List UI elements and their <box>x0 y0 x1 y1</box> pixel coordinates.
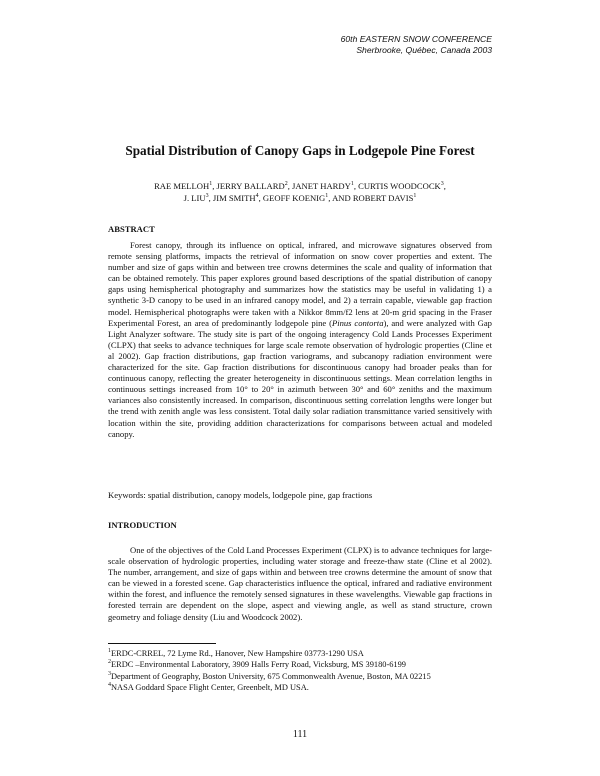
author-separator: , <box>212 181 217 191</box>
footnote-text: ERDC-CRREL, 72 Lyme Rd., Hanover, New Hampshire 03773-1290 USA <box>111 649 364 658</box>
author-separator: , <box>443 181 446 191</box>
affiliation-mark: 1 <box>413 193 417 200</box>
species-name: Pinus contorta <box>331 317 384 328</box>
footnote-number: 4 <box>108 682 111 689</box>
author-name: JIM SMITH <box>212 193 256 203</box>
page-number: 111 <box>292 729 308 740</box>
author-line-1 <box>100 180 500 192</box>
author-name: CURTIS WOODCOCK <box>358 181 441 191</box>
affiliation-mark: 3 <box>205 193 209 200</box>
footnote-text: ERDC –Environmental Laboratory, 3909 Halls Ferry Road, Vicksburg, MS 39180-6199 <box>111 660 406 670</box>
author-line-2 <box>100 192 500 204</box>
abstract-heading: ABSTRACT <box>108 224 155 234</box>
author-list <box>100 180 500 204</box>
paper-title: Spatial Distribution of Canopy Gaps in Lodgepole Pine Forest <box>125 143 475 158</box>
conference-name: 60th EASTERN SNOW CONFERENCE <box>340 34 492 44</box>
footnote-text: NASA Goddard Space Flight Center, Greenbelt, MD USA. <box>111 682 309 692</box>
author-name: GEOFF KOENIG <box>262 193 326 203</box>
affiliation-mark: 3 <box>440 181 444 188</box>
author-name: JERRY BALLARD <box>216 181 285 191</box>
footnote-number: 1 <box>108 648 111 655</box>
footnote <box>108 648 492 659</box>
author-name: J. LIU <box>183 193 206 203</box>
footnote-number: 2 <box>108 659 111 666</box>
author-separator: , <box>328 193 333 203</box>
introduction-heading: INTRODUCTION <box>108 520 177 530</box>
author-separator: , <box>208 193 213 203</box>
footnote <box>108 659 492 670</box>
abstract-text-part-2: ), and were analyzed with Gap Light Analyzer software. The study site is part of the ongoing interagency Cold Lands Processes Experiment (CLPX) that seeks to advance techniques for large scale remote observation of hydrologic properties (Cline et al 2002). Gap fraction distributions, gap fraction variograms, and subcanopy radiation environment were characterized for the site. Gap fraction distributions for discontinuous canopy had broader peaks than for continuous canopy, reflecting the greater heterogeneity in discontinuous settings. Mean correlation lengths in continuous settings increased from 10° to 20° in azimuth between 30° and 60° zeniths and the maximum variances also consistently increased. In comparison, discontinuous setting correlation lengths were longer but the trend with zenith angle was less consistent. Total daily solar radiation transmittance varied sensitively with location within the site, providing addition characterizations for comparisons between actual and modeled canopy. <box>108 317 492 439</box>
footnote <box>108 671 492 682</box>
affiliation-mark: 4 <box>255 193 259 200</box>
author-name: RAE MELLOH <box>154 181 210 191</box>
conference-header <box>341 34 492 56</box>
affiliation-mark: 1 <box>350 181 354 188</box>
abstract-text-part-1: Forest canopy, through its influence on optical, infrared, and microwave signatures observed from remote sensing platforms, impacts the retrieval of information on snow cover properties and extent. The number and size of gaps within and between tree crowns determines the scale and quality of information that can be obtained remotely. This paper explores ground based descriptions of the spatial distribution of canopy gaps using hemispherical photography and summarizes how the statistics may be useful in validating 1) a synthetic 3-D canopy to be used in an infrared canopy model, and 2) a terrain capable, viewable gap fraction model. Hemispherical photographs were taken with a Nikkor 8mm/f2 lens at 20-m grid spacing in the Fraser Experimental Forest, an area of predominantly lodgepole pine ( <box>108 240 492 328</box>
author-separator: , <box>287 181 292 191</box>
footnote-text: Department of Geography, Boston University, 675 Commonwealth Avenue, Boston, MA 02215 <box>111 671 431 681</box>
author-name: JANET HARDY <box>292 181 351 191</box>
introduction-paragraph: One of the objectives of the Cold Land Processes Experiment (CLPX) is to advance techniques for large-scale observation of hydrologic properties, including water storage and freeze-thaw state (Cline et al 2002). The number, arrangement, and size of gaps within and between tree crowns determine the amount of snow that can be viewed in a forested scene. Gap characteristics influence the optical, infrared and radiative environment within the forest, and influence the remotely sensed signatures in these wavelengths. Viewable gap fractions in forested terrain are dependent on the slope, aspect and viewing angle, as well as stand structure, crown geometry and foliage density (Liu and Woodcock 2002). <box>108 545 492 622</box>
author-separator: , <box>258 193 263 203</box>
affiliation-mark: 1 <box>209 181 213 188</box>
author-separator: , <box>353 181 359 191</box>
footnote <box>108 682 492 693</box>
affiliation-mark: 2 <box>284 181 288 188</box>
keywords: Keywords: spatial distribution, canopy models, lodgepole pine, gap fractions <box>108 490 373 500</box>
abstract-paragraph <box>108 240 492 440</box>
footnote-number: 3 <box>108 670 111 677</box>
affiliation-mark: 1 <box>325 193 329 200</box>
conference-location: Sherbrooke, Québec, Canada 2003 <box>356 45 492 55</box>
author-name: AND ROBERT DAVIS <box>332 193 414 203</box>
footnote-rule <box>108 643 216 644</box>
footnotes <box>108 648 492 693</box>
